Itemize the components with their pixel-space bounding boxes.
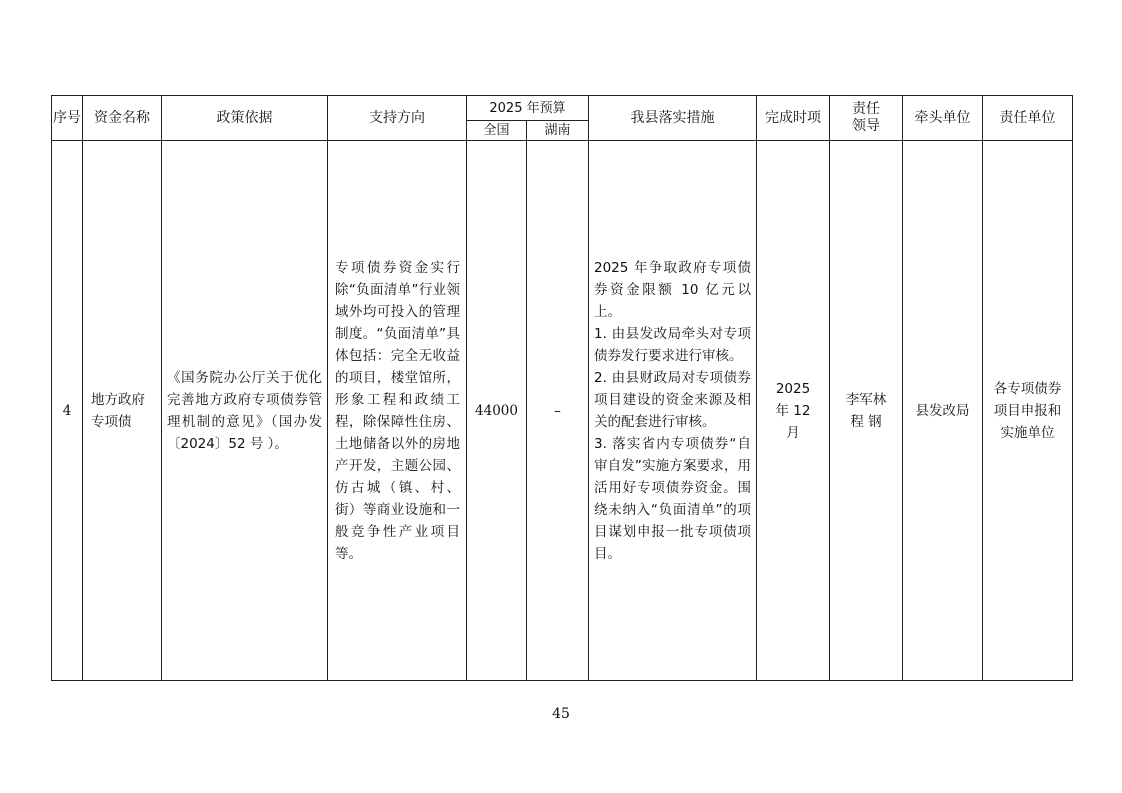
row-responsible-leader: 李军林 程 钢 [830, 141, 903, 681]
header-budget: 2025 年预算 [467, 96, 589, 121]
row-lead-unit: 县发改局 [903, 141, 983, 681]
table-row [52, 141, 1073, 681]
header-lead-unit: 牵头单位 [903, 96, 983, 141]
header-budget-national: 全国 [467, 121, 527, 141]
header-budget-hunan: 湖南 [527, 121, 589, 141]
row-county-measures: 2025 年争取政府专项债券资金限额 10 亿元以上。 1. 由县发改局牵头对专项债券发行要求进行审核。 2. 由县财政局对专项债券项目建设的资金来源及相关的配套进行审核。 3. 落实省内专项债券“自审自发”实施方案要求，用活用好专项债券资金。围绕未纳入“负面清单”的项目谋划申报一批专项债项目。 [589, 141, 757, 681]
header-policy-basis: 政策依据 [162, 96, 328, 141]
policy-table [51, 95, 1073, 681]
row-fund-name: 地方政府专项债 [83, 141, 162, 681]
row-completion-time: 2025 年 12 月 [757, 141, 830, 681]
header-responsible-unit: 责任单位 [983, 96, 1073, 141]
page-number: 45 [552, 706, 570, 722]
row-seq: 4 [52, 141, 83, 681]
row-budget-national: 44000 [467, 141, 527, 681]
row-responsible-unit: 各专项债券项目申报和实施单位 [983, 141, 1073, 681]
row-support-direction: 专项债券资金实行除“负面清单”行业领域外均可投入的管理制度。“负面清单”具体包括：完全无收益的项目，楼堂馆所，形象工程和政绩工程，除保障性住房、土地储备以外的房地产开发，主题公园、仿古城（镇、村、街）等商业设施和一般竞争性产业项目等。 [328, 141, 467, 681]
header-seq: 序号 [52, 96, 83, 141]
row-budget-hunan: – [527, 141, 589, 681]
header-fund-name: 资金名称 [83, 96, 162, 141]
header-completion-time: 完成时项 [757, 96, 830, 141]
row-policy-basis: 《国务院办公厅关于优化完善地方政府专项债券管理机制的意见》（国办发〔2024〕52 号 ）。 [162, 141, 328, 681]
header-responsible-leader: 责任领导 [830, 96, 903, 141]
header-support-direction: 支持方向 [328, 96, 467, 141]
header-county-measures: 我县落实措施 [589, 96, 757, 141]
